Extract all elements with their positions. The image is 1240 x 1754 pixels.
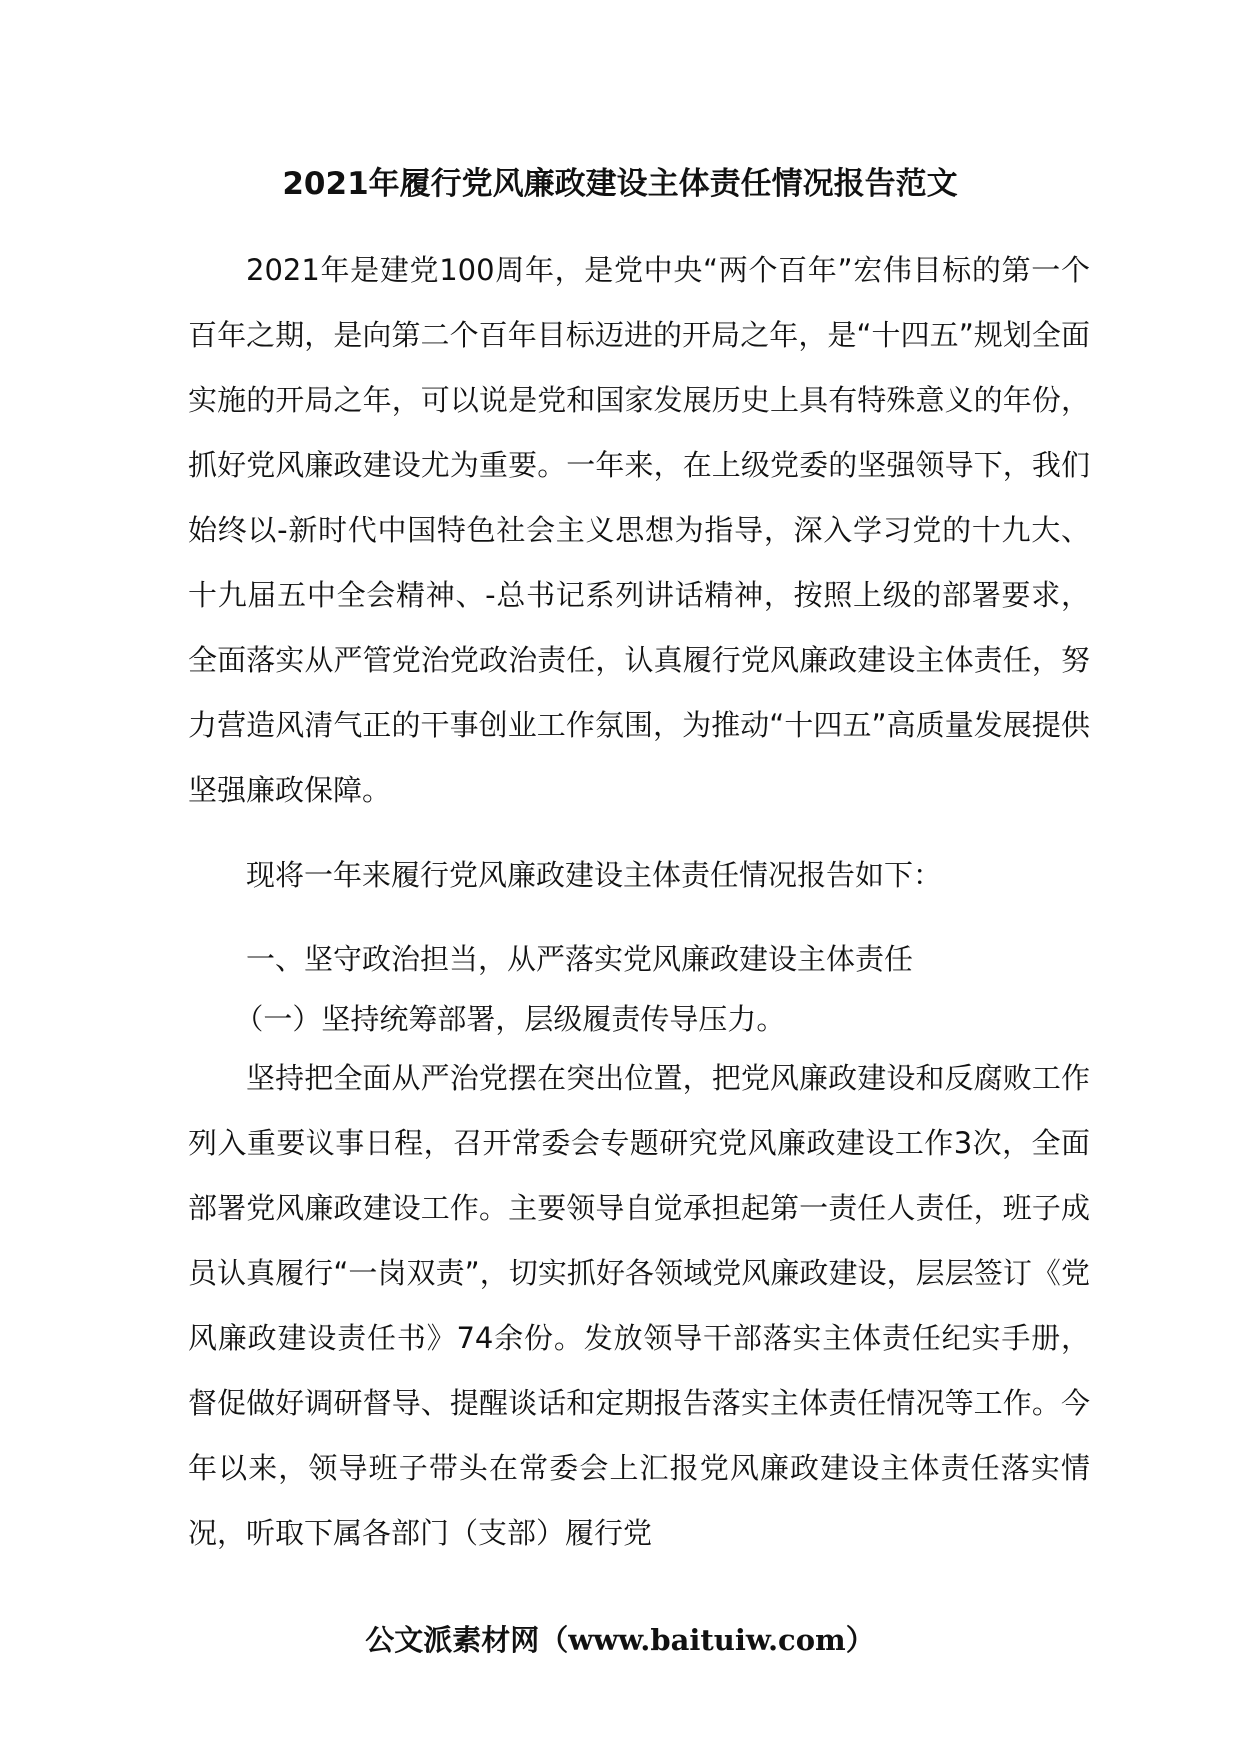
intro-paragraph: 2021年是建党100周年，是党中央“两个百年”宏伟目标的第一个百年之期，是向第二个百年目标迈进的开局之年，是“十四五”规划全面实施的开局之年，可以说是党和国家发展历史上具有特殊意义的年份，抓好党风廉政建设尤为重要。一年来，在上级党委的坚强领导下，我们始终以-新时代中国特色社会主义思想为指导，深入学习党的十九大、十九届五中全会精神、-总书记系列讲话精神，按照上级的部署要求，全面落实从严管党治党政治责任，认真履行党风廉政建设主体责任，努力营造风清气正的干事创业工作氛围，为推动“十四五”高质量发展提供坚强廉政保障。 xyxy=(188,253,1090,807)
section-heading-1: 一、坚守政治担当，从严落实党风廉政建设主体责任 xyxy=(246,942,914,976)
report-lead-paragraph: 现将一年来履行党风廉政建设主体责任情况报告如下： xyxy=(246,858,943,892)
body-paragraph: 坚持把全面从严治党摆在突出位置，把党风廉政建设和反腐败工作列入重要议事日程，召开常委会专题研究党风廉政建设工作3次，全面部署党风廉政建设工作。主要领导自觉承担起第一责任人责任，班子成员认真履行“一岗双责”，切实抓好各领域党风廉政建设，层层签订《党风廉政建设责任书》74余份。发放领导干部落实主体责任纪实手册，督促做好调研督导、提醒谈话和定期报告落实主体责任情况等工作。今年以来，领导班子带头在常委会上汇报党风廉政建设主体责任落实情况，听取下属各部门（支部）履行党 xyxy=(188,1061,1090,1550)
document-title: 2021年履行党风廉政建设主体责任情况报告范文 xyxy=(282,166,958,202)
footer-watermark: 公文派素材网（www.baituiw.com） xyxy=(365,1623,875,1657)
subsection-heading-1: （一）坚持统筹部署，层级履责传导压力。 xyxy=(234,1002,786,1036)
